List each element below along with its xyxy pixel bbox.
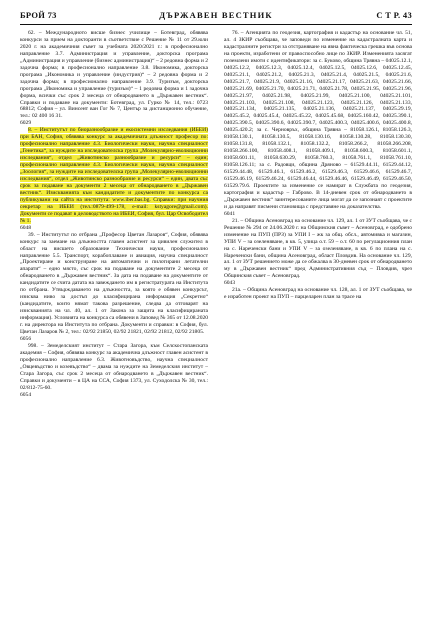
notice-paragraph — [224, 218, 412, 281]
paragraph-text: 998. – Земеделският институт – Стара Загора, към Селскостопанската академия – София, обявява конкурс за академична длъжност главен асистент в професионално направление 6.3. Животновъдство, научна специалност „Овцевъдство и козевъдство“ – двама за нуждите на Земеделския институт – Стара Загора, със срок 2 месеца от обнародването в „Държавен вестник“. Справки и документи – в ЦА на ССА, София 1373, ул. Суходолска № 30, тел.: 02/812-75-60. — [20, 342, 208, 391]
notice-paragraph — [224, 287, 412, 301]
paragraph-text: 6054 — [20, 391, 32, 398]
notice-paragraph — [20, 30, 208, 120]
issue-number: БРОЙ 73 — [20, 10, 57, 20]
header-rule — [20, 24, 412, 25]
notice-number — [20, 225, 208, 232]
paragraph-text: 21. – Община Асеновград на основание чл. 129, ал. 1 от ЗУТ съобщава, че с Решение № 294 от 24.06.2020 г. на Общинския съвет – Асеновград, е одобрено изменение на ПУП (ПРЗ) за УПИ I – жк за общ. обсл., автомивка и магазин, УПИ V – за озеленяване, в кв. 5, улица о.т. 59 – о.т. 60 по регулационния план на с. Нареченски бани и УПИ V – за озеленяване, в кв. 6 по плана на с. Нареченски бани, община Асеновград, област Пловдив. На основание чл. 129, ал. 1 от ЗУТ решението може да се обжалва в 30-дневен срок от обнародването му в „Държавен вестник“ пред Административния съд – Пловдив, чрез Общинския съвет – Асеновград. — [224, 217, 412, 280]
paragraph-text: 21а. – Община Асеновград на основание чл. 128, ал. 1 от ЗУТ съобщава, че е изработен проект на ПУП – парцеларен план за трасе на — [224, 287, 412, 301]
paragraph-text: 39. – Институтът по отбрана „Професор Цветан Лазаров“, София, обявява конкурс за заемане на длъжността главен асистент за цивилен служител в област на висшето образование Технически науки, професионално направление 5.5. Транспорт, корабоплаване и авиация, научна специалност „Проектиране и конструиране на автоматични и пилотирани летателни апарати“ – едно място, със срок на подаване на документите 2 месеца от обнародването в „Държавен вестник“. За дата на подаване на документите от кандидатите се счита датата на завеждането им в регистратурата на Института по отбрана. Утвърждаването на длъжността, за която е обявен конкурсът, изисква ниво за достъп до класифицирана информация „Секретно“ (кандидатите, които нямат такова разрешение, следва да отговарят на изискванията на чл. 40, ал. 1 от Закона за защита на класифицираната информация). Условията на конкурса са обявени в Заповед № 365 от 12.08.2020 г. на директора на Института по отбрана. Документи и справки: в София, бул. Цветан Лазаров № 2, тел.: 02/92 21850, 02/92 21821, 02/92 21812, 02/92 21805. — [20, 231, 208, 335]
paragraph-text: 6048 — [20, 224, 32, 231]
notice-number — [20, 336, 208, 343]
newspaper-title: ДЪРЖАВЕН ВЕСТНИК — [159, 10, 273, 20]
page-number: С Т Р. 43 — [376, 10, 412, 20]
paragraph-text: 6056 — [20, 335, 32, 342]
notice-paragraph — [224, 30, 412, 211]
paragraph-text: 6041 — [224, 210, 236, 217]
highlighted-text: 8. – Институтът по биоразнообразие и екосистемни изследвания (ИБЕИ) при БАН, София, обявява конкурс за академичната длъжност професор по: професионално направление 4.3. Биологически науки, научна специалност „Генетика“, за нуждите на изследователска група „Молекулярно-еволюционни изследвания“, отдел „Животинско разнообразие и ресурси“ – един; професионално направление 4.3. Биологически науки, научна специалност „Зоология“, за нуждите на изследователска група „Молекулярно-еволюционни изследвания“, отдел „Животинско разнообразие и ресурси“ – един, двата със срок за подаване на документи 2 месеца от обнародването в „Държавен вестник“. Изискванията към кандидатите и документите по конкурса са публикувани на сайта на института: www.iber.bas.bg. Справки: при научния секретар на ИБЕИ (тел.:0879-499-178, e-mail: kstyagore@gmail.com). Документи се подават в деловодството на ИБЕИ, София, бул. Цар Освободител № 1. — [20, 127, 208, 224]
paragraph-text: 62. – Международното висше бизнес училище – Ботевград, обявява конкурси за прием на докторанти в съответствие с Решение № 11 от 29.юли 2020 г. на академичния съвет за учебната 2020/2021 г.: в професионално направление 3.7. Администрация и управление, докторска програма „Администрация и управление (бизнес администрация)“ – 2 редовна форма и 2 задочна форма; в професионално направление 3.8. Икономика, докторска програма „Икономика и управление (индустрия)“ – 2 редовна форма и 2 задочна форма; в професионално направление 3.9. Туризъм, докторска програма „Икономика и управление (туризъм)“ – 1 редовна форма и 1 задочна форма, всички със срок 2 месеца от обнародването в „Държавен вестник“. Справки и подаване на документи: Ботевград, ул. Гурко № 14, тел.: 0723 68812; София – ул. Винсент ван Гог № 7, Център за дистанционно обучение, тел.: 02 400 16 31. — [20, 30, 208, 120]
notice-paragraph — [20, 343, 208, 392]
left-column — [20, 30, 208, 634]
paragraph-text: 6043 — [224, 280, 236, 287]
notice-number — [20, 392, 208, 399]
notice-number — [224, 211, 412, 218]
notice-paragraph — [20, 232, 208, 336]
notice-paragraph — [20, 127, 208, 224]
paragraph-text: 76. – Агенцията по геодезия, картография и кадастър на основание чл. 51, ал. 4 ЗКИР съобщава, че заповеди по изменение на кадастралната карта и кадастралните регистри за отстраняване на явна фактическа грешка във основа на проекти, изработени от правоспособно лице по ЗКИР. Измененията засягат поземлени имоти с идентификатори: за с. Буково, община Трявна – 04025.12.1, 04025.12.2, 04025.12.3, 04025.12.4, 04025.12.5, 04025.12.6, 04025.12.45, 04025.21.1, 04025.21.2, 04025.21.3, 04025.21.4, 04025.21.5, 04025.21.6, 04025.21.7, 04025.21.9, 04025.21.16, 04025.21.17, 04025.21.63, 04025.21.66, 04025.21.69, 04025.21.70, 04025.21.71, 04025.21.78, 04025.21.95, 04025.21.96, 04025.21.97, 04025.21.98, 04025.21.99, 04025.21.100, 04025.21.101, 04025.21.103, 04025.21.108, 04025.21.123, 04025.21.126, 04025.21.133, 04025.21.134, 04025.21.135, 04025.21.136, 04025.21.137, 04025.29.19, 04025.45.2, 04025.45.4, 04025.45.22, 04025.45.68, 04025.160.42, 04025.390.1, 04025.390.5, 04025.390.6, 04025.390.7, 04025.400.3, 04025.400.6, 04025.400.8, 04025.420.2; за с. Черновръх, община Трявна – 81058.126.1, 81058.126.3, 81058.130.1, 81058.130.5, 81058.130.16, 81058.130.28, 81058.130.30, 81058.131.8, 81058.132.1, 81058.132.2, 81058.266.2, 81058.266.208, 81058.266.100, 81058.408.1, 81058.409.1, 81058.600.3, 81058.601.1, 81058.601.11, 81058.630.29, 81058.760.3, 81058.761.1, 81058.761.10, 81058.126.11; за с. Радовци, община Дряново – 61529.44.11, 61529.44.12, 61529.44.48, 61529.46.1, 61529.46.2, 61529.46.3, 61529.46.6, 61529.46.7, 61529.46.19, 61529.46.24, 61529.46.44, 61529.46.46, 61529.46.49, 61529.46.50, 61529.79.6. Проектите за изменение се намират в Службата по геодезия, картография и кадастър – Габрово. В 14-дневен срок от обнародването в „Държавен вестник“ заинтересованите лица могат да се запознаят с проектите и да направят писмени становища с представяне на доказателства. — [224, 30, 412, 210]
paragraph-text: 6029 — [20, 120, 32, 127]
right-column — [224, 30, 412, 634]
